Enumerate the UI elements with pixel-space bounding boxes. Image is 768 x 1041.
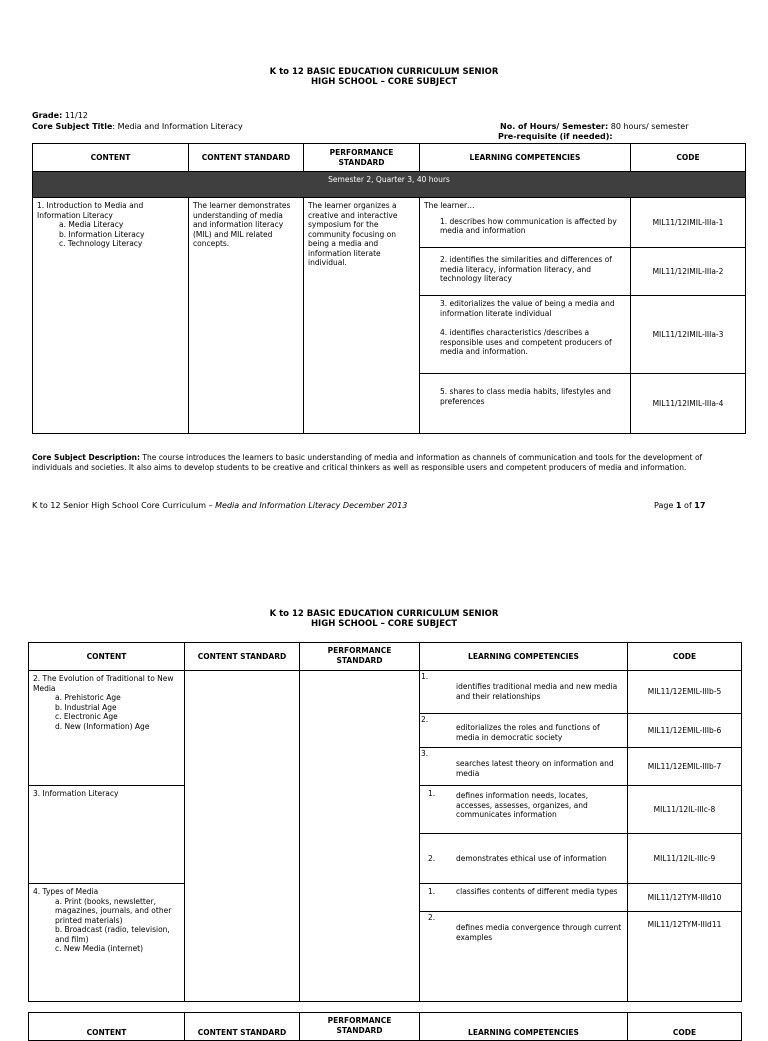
p2-code-4: MIL11/12IL-IIIc-8	[628, 786, 742, 834]
p2-competency-4: 1. defines information needs, locates, accesses, assesses, organizes, and communicates information	[420, 786, 628, 834]
p3-header-code: CODE	[628, 1013, 742, 1041]
code-1: MIL11/12IMIL-IIIa-1	[631, 198, 746, 248]
curriculum-table-3	[28, 1012, 742, 1041]
p2-code-1: MIL11/12EMIL-IIIb-5	[628, 671, 742, 714]
header-performance-standard: PERFORMANCE STANDARD	[304, 144, 420, 172]
header-code: CODE	[631, 144, 746, 172]
p3-header-content-standard: CONTENT STANDARD	[185, 1013, 300, 1041]
core-subject-description: Core Subject Description: The course introduces the learners to basic understanding of media and information as channels of communication and tools for the development of individuals and societies. It also aims to develop students to be creative and critical thinkers as well as responsible users and competent producers of media and information.	[32, 453, 703, 472]
p2-competency-7: 2. defines media convergence through current examples	[420, 912, 628, 1002]
p2-header-performance-standard: PERFORMANCE STANDARD	[300, 643, 420, 671]
p2-competency-6: 1. classifies contents of different media types	[420, 884, 628, 912]
p2-performance-standard	[300, 671, 420, 1002]
section4-content: 4. Types of Media a. Print (books, newsletter, magazines, journals, and other printed materials) b. Broadcast (radio, television, and film) c. New Media (internet)	[29, 884, 185, 1002]
competency-5: 5. shares to class media habits, lifestyles and preferences	[420, 374, 631, 434]
code-4: MIL11/12IMIL-IIIa-4	[631, 374, 746, 434]
p2-code-3: MIL11/12EMIL-IIIb-7	[628, 748, 742, 786]
p2-competency-5: 2. demonstrates ethical use of information	[420, 834, 628, 884]
p2-code-6: MIL11/12TYM-IIId10	[628, 884, 742, 912]
curriculum-table-2	[28, 642, 742, 1002]
grade-line: Grade: 11/12	[32, 111, 88, 120]
subject-line: Core Subject Title: Media and Information Literacy	[32, 122, 243, 131]
p2-header-code: CODE	[628, 643, 742, 671]
hours-line: No. of Hours/ Semester: 80 hours/ semester	[500, 122, 689, 131]
header-content: CONTENT	[33, 144, 189, 172]
p3-header-content: CONTENT	[29, 1013, 185, 1041]
performance-standard-cell: The learner organizes a creative and interactive symposium for the community focusing on being a media and information literate individual.	[304, 198, 420, 434]
section3-content: 3. Information Literacy	[29, 786, 185, 884]
header-learning-competencies: LEARNING COMPETENCIES	[420, 144, 631, 172]
p3-header-learning-competencies: LEARNING COMPETENCIES	[420, 1013, 628, 1041]
section2-content: 2. The Evolution of Traditional to New Media a. Prehistoric Age b. Industrial Age c. Electronic Age d. New (Information) Age	[29, 671, 185, 786]
page2-title: K to 12 BASIC EDUCATION CURRICULUM SENIOR HIGH SCHOOL – CORE SUBJECT	[269, 609, 499, 629]
content-cell: 1. Introduction to Media and Information Literacy a. Media Literacy b. Information Literacy c. Technology Literacy	[33, 198, 189, 434]
competency-2: 2. identifies the similarities and differences of media literacy, information literacy, and technology literacy	[420, 248, 631, 296]
code-3: MIL11/12IMIL-IIIa-3	[631, 296, 746, 374]
content-standard-cell: The learner demonstrates understanding of media and information literacy (MIL) and MIL related concepts.	[189, 198, 304, 434]
curriculum-table-1	[32, 143, 746, 434]
p2-header-learning-competencies: LEARNING COMPETENCIES	[420, 643, 628, 671]
p2-competency-2: 2. editorializes the roles and functions of media in democratic society	[420, 714, 628, 748]
p2-code-2: MIL11/12EMIL-IIIb-6	[628, 714, 742, 748]
p2-competency-3: 3. searches latest theory on information and media	[420, 748, 628, 786]
semester-banner: Semester 2, Quarter 3, 40 hours	[33, 172, 746, 198]
header-content-standard: CONTENT STANDARD	[189, 144, 304, 172]
p2-header-content: CONTENT	[29, 643, 185, 671]
page1-footer-left: K to 12 Senior High School Core Curriculum – Media and Information Literacy December 2013	[32, 501, 408, 510]
p2-competency-1: 1. identifies traditional media and new media and their relationships	[420, 671, 628, 714]
competency-3-4: 3. editorializes the value of being a media and information literate individual 4. identifies characteristics /describes a responsible uses and competent producers of media and information.	[420, 296, 631, 374]
page1-footer-page: Page 1 of 17	[654, 501, 706, 510]
p2-header-content-standard: CONTENT STANDARD	[185, 643, 300, 671]
page1-title: K to 12 BASIC EDUCATION CURRICULUM SENIOR HIGH SCHOOL – CORE SUBJECT	[269, 67, 499, 87]
prereq-line: Pre-requisite (if needed):	[498, 132, 613, 141]
p3-header-performance-standard: PERFORMANCE STANDARD	[300, 1013, 420, 1041]
p2-content-standard	[185, 671, 300, 1002]
p2-code-7: MIL11/12TYM-IIId11	[628, 912, 742, 1002]
competency-1: The learner… 1. describes how communication is affected by media and information	[420, 198, 631, 248]
code-2: MIL11/12IMIL-IIIa-2	[631, 248, 746, 296]
p2-code-5: MIL11/12IL-IIIc-9	[628, 834, 742, 884]
